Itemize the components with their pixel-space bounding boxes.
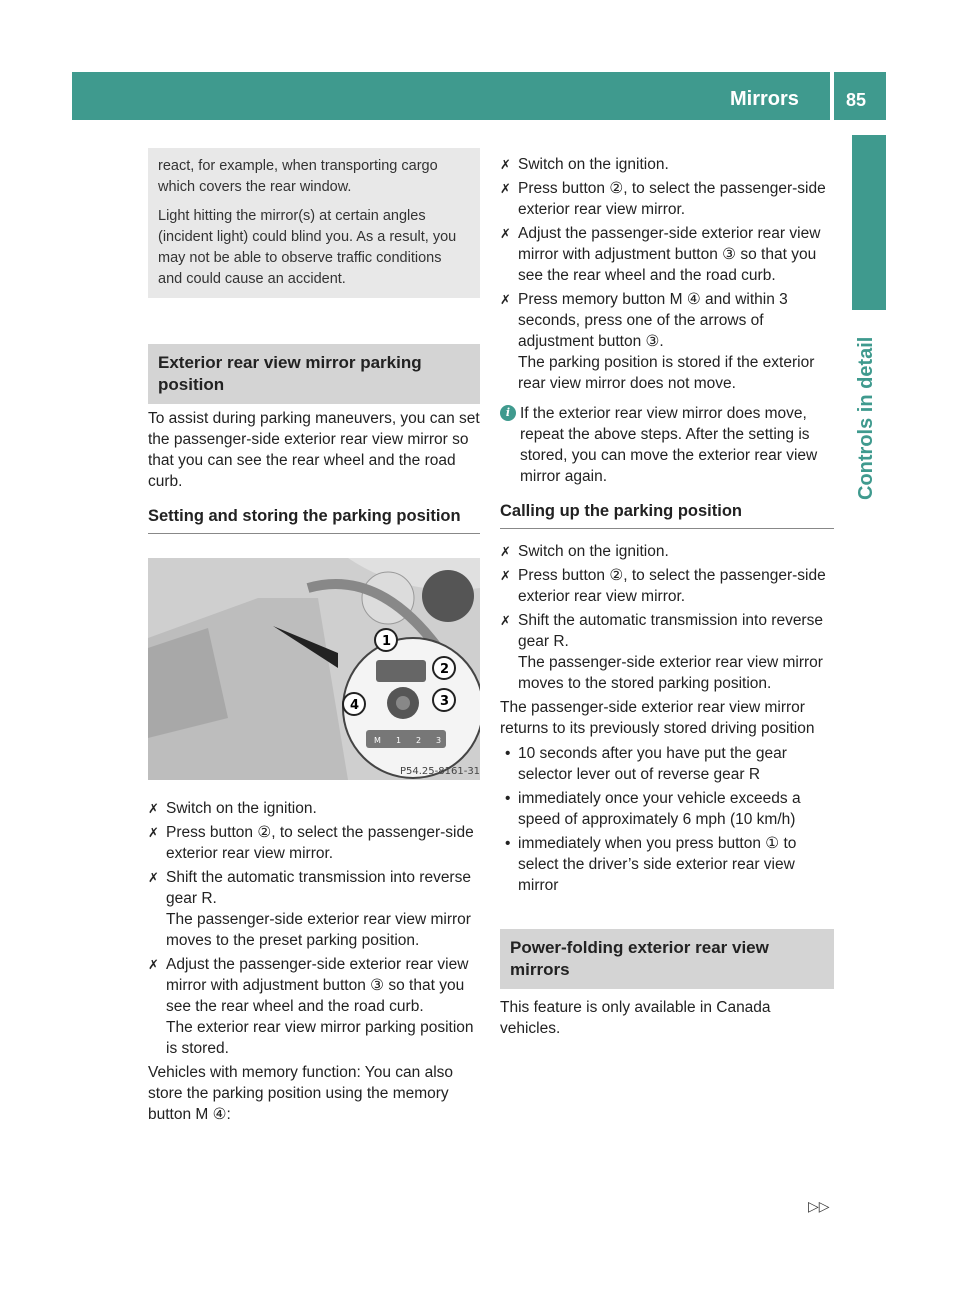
header-separator <box>830 72 834 120</box>
figure-button-label: 3 <box>436 736 442 745</box>
callout-1 <box>375 629 397 651</box>
figure-code: P54.25-8161-31 <box>400 766 480 777</box>
callout-4 <box>343 693 365 715</box>
step-item: ✗ Shift the automatic transmission into reverse gear R. The passenger-side exterior rear view mirror moves to the preset parking position. <box>148 869 471 949</box>
step-item: ✗ Switch on the ignition. <box>500 543 669 560</box>
step-item: ✗ Press memory button M ④ and within 3 seconds, press one of the arrows of adjustment button ③. The parking position is stored if the exterior rear view mirror does not move. <box>500 291 815 392</box>
section-heading: Power-folding exterior rear view mirrors <box>500 929 834 989</box>
list-item: • immediately when you press button ① to select the driver’s side exterior rear view mirror <box>505 835 797 894</box>
next-page-marker: ▷▷ <box>808 1198 830 1214</box>
list-item: • immediately once your vehicle exceeds a speed of approximately 6 mph (10 km/h) <box>505 790 801 828</box>
figure-button-label: 2 <box>416 736 422 745</box>
intro-text: To assist during parking maneuvers, you can set the passenger-side exterior rear view mirror so that you can see the rear wheel and the road curb. <box>148 410 480 490</box>
figure-button-label: 1 <box>396 736 402 745</box>
figure-illustration <box>148 558 480 780</box>
figure-button-label: M <box>374 736 381 745</box>
subheading: Setting and storing the parking position <box>148 506 480 534</box>
step-item: ✗ Press button ②, to select the passenger-side exterior rear view mirror. <box>500 567 826 605</box>
section-heading: Exterior rear view mirror parking position <box>148 344 480 404</box>
callout-2 <box>433 657 455 679</box>
left-column <box>148 148 480 1125</box>
side-tab <box>852 135 886 310</box>
memory-note: Vehicles with memory function: You can also store the parking position using the memory button M ④: <box>148 1064 454 1123</box>
step-item: ✗ Adjust the passenger-side exterior rear view mirror with adjustment button ③ so that you see the rear wheel and the road curb. The exterior rear view mirror parking position is stored. <box>148 956 474 1057</box>
step-item: ✗ Press button ②, to select the passenger-side exterior rear view mirror. <box>500 180 826 218</box>
step-item: ✗ Press button ②, to select the passenger-side exterior rear view mirror. <box>148 824 474 862</box>
step-item: ✗ Adjust the passenger-side exterior rear view mirror with adjustment button ③ so that you see the rear wheel and the road curb. <box>500 225 821 284</box>
svg-text:1: 1 <box>382 634 392 649</box>
page-title: Mirrors <box>730 88 799 110</box>
right-column <box>500 154 834 1039</box>
door-panel-figure <box>148 558 480 780</box>
callout-3 <box>433 689 455 711</box>
final-text: This feature is only available in Canada vehicles. <box>500 999 771 1037</box>
info-icon: i <box>500 405 516 421</box>
step-item: ✗ Shift the automatic transmission into reverse gear R. The passenger-side exterior rear view mirror moves to the stored parking position. <box>500 612 823 692</box>
step-item: ✗ Switch on the ignition. <box>500 156 669 173</box>
side-chapter-label: Controls in detail <box>855 336 877 500</box>
warning-box <box>148 148 480 298</box>
list-item: • 10 seconds after you have put the gear selector lever out of reverse gear R <box>505 745 787 783</box>
warning-text: Light hitting the mirror(s) at certain angles (incident light) could blind you. As a result, you may not be able to observe traffic conditions and could cause an accident. <box>158 208 457 287</box>
info-note: i If the exterior rear view mirror does move, repeat the above steps. After the setting is stored, you can move the exterior rear view mirror again. <box>500 403 834 487</box>
svg-text:4: 4 <box>350 698 360 713</box>
returns-text: The passenger-side exterior rear view mirror returns to its previously stored driving position <box>500 699 815 737</box>
page-number: 85 <box>846 90 867 110</box>
svg-text:3: 3 <box>440 694 450 709</box>
svg-text:2: 2 <box>440 662 450 677</box>
subheading: Calling up the parking position <box>500 501 834 529</box>
warning-text: react, for example, when transporting cargo which covers the rear window. <box>158 158 438 195</box>
step-item: ✗ Switch on the ignition. <box>148 800 317 817</box>
